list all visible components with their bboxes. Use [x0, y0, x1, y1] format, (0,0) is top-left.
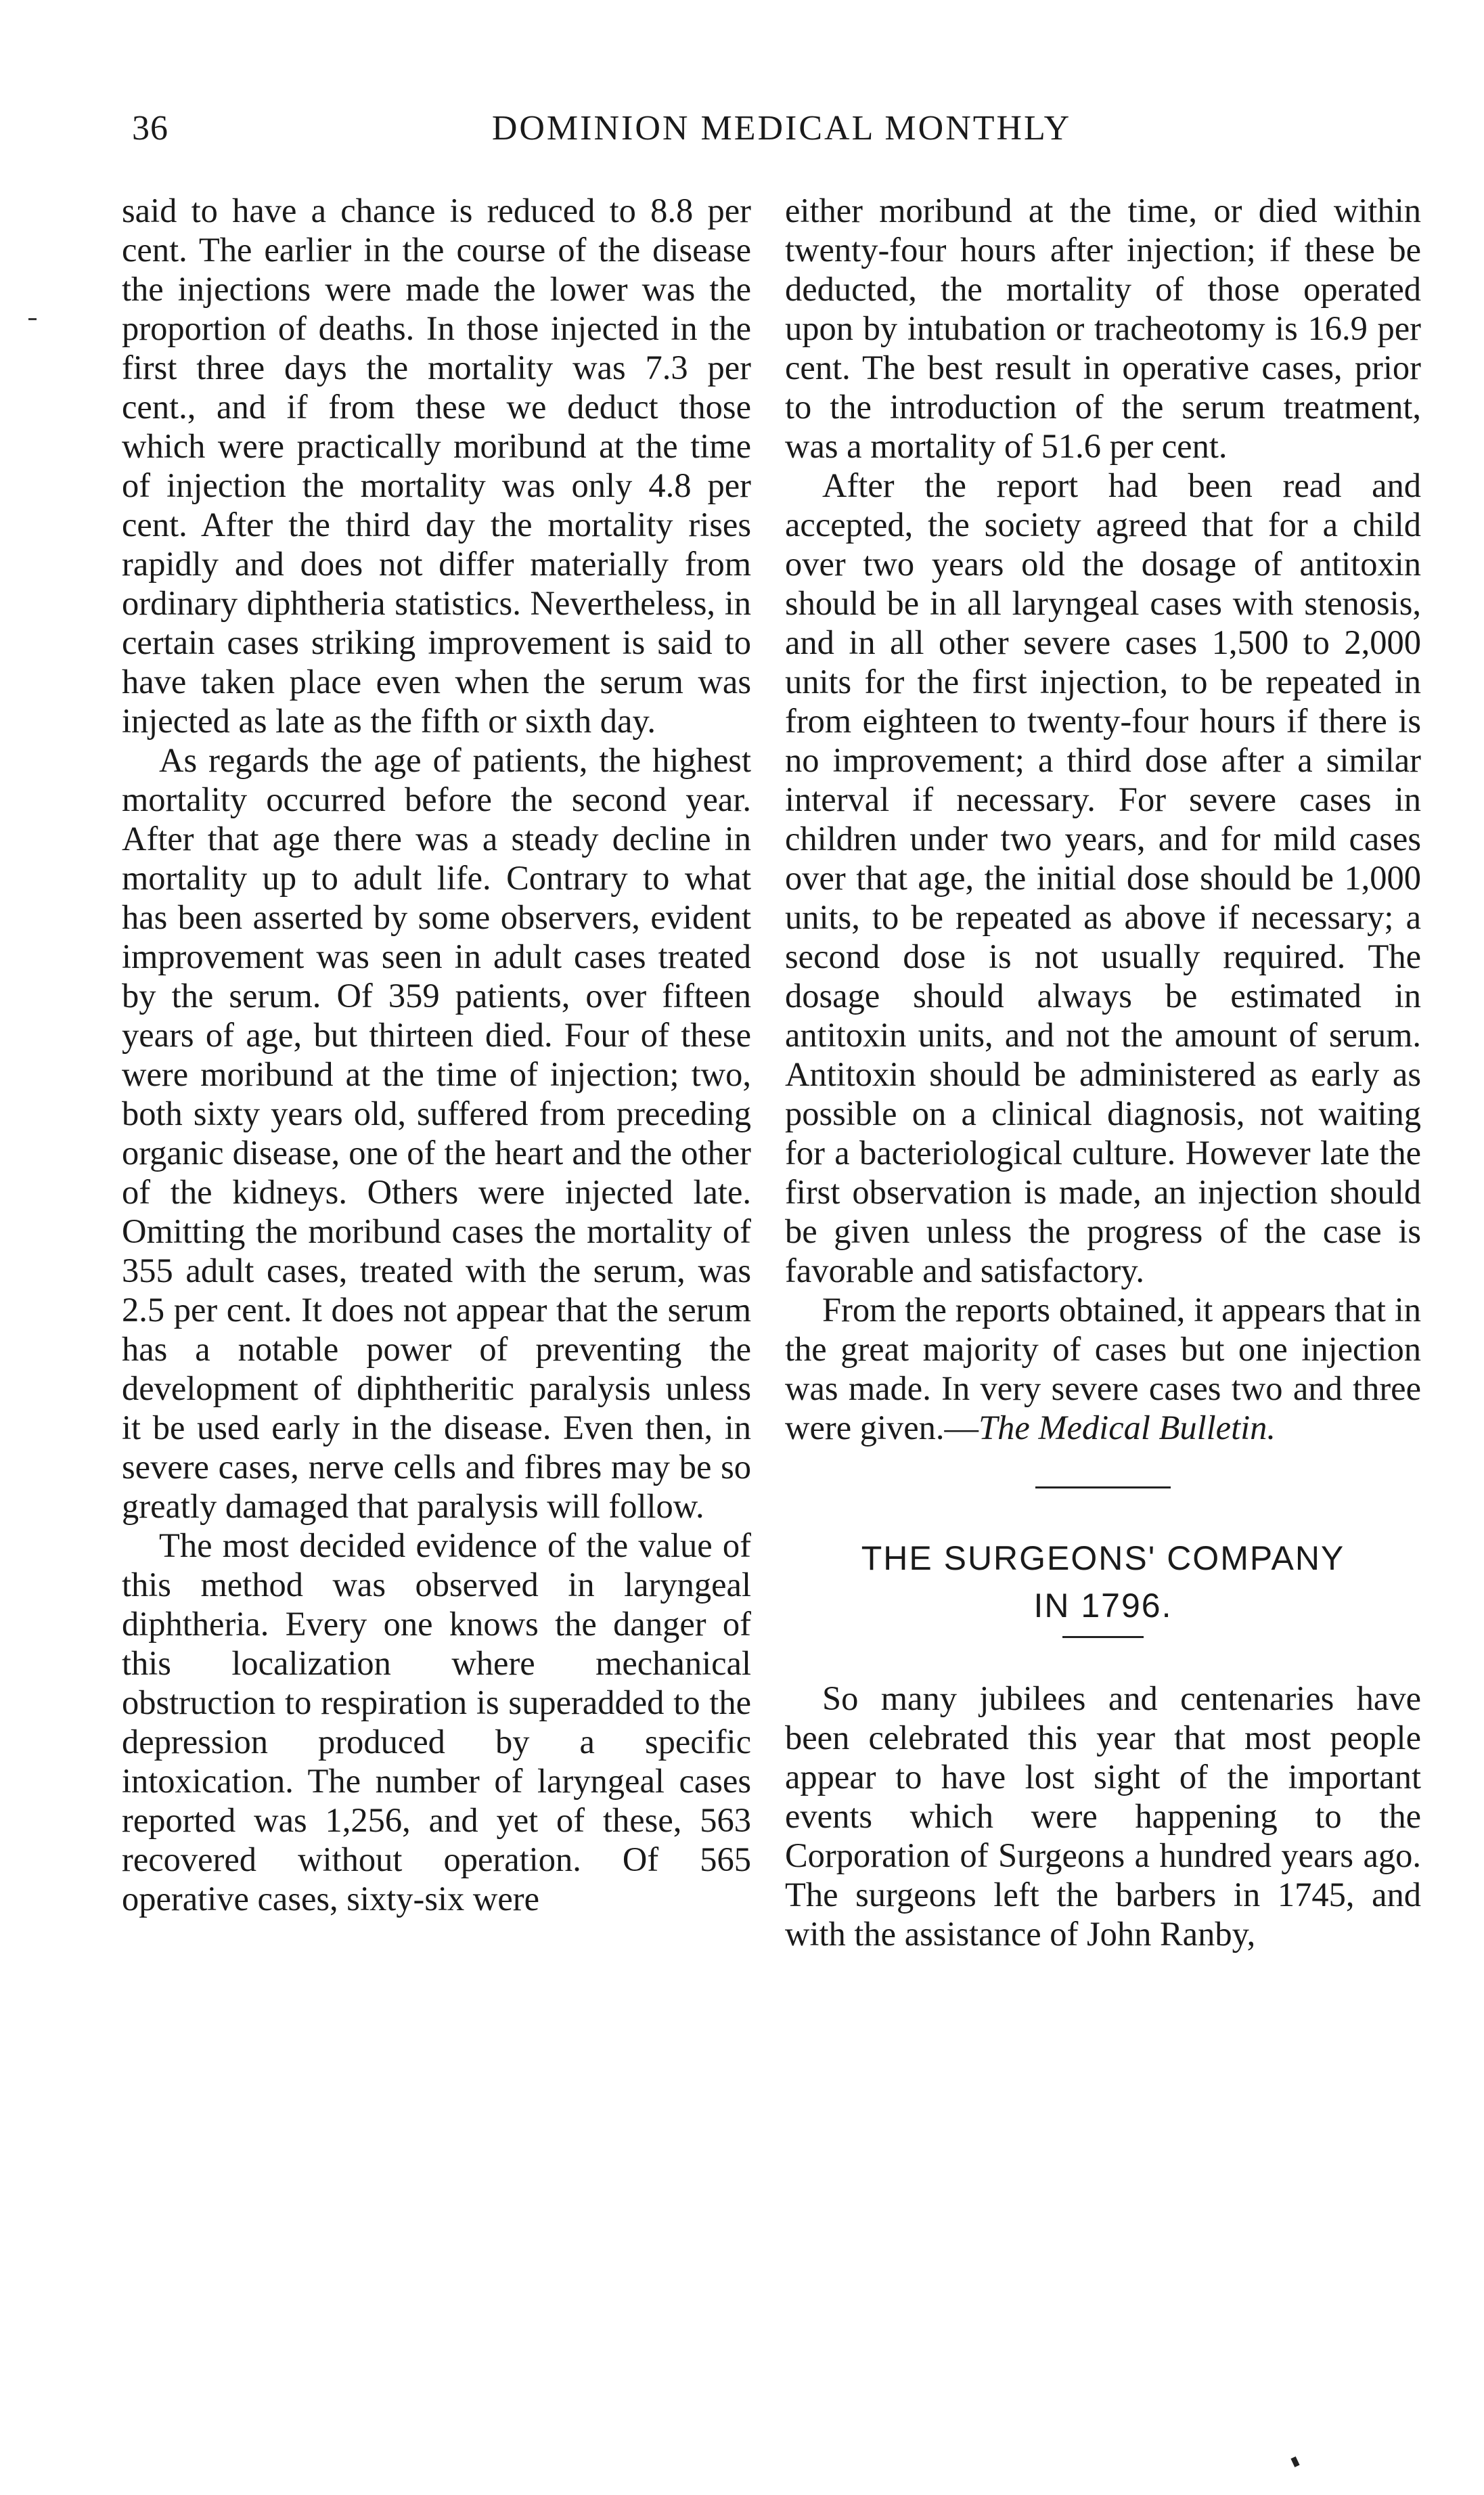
margin-mark [28, 318, 37, 320]
journal-title: DOMINION MEDICAL MONTHLY [491, 109, 1072, 148]
source-citation: The Medical Bulletin. [979, 1409, 1276, 1447]
heading-underline [1062, 1636, 1144, 1638]
paragraph-text: From the reports obtained, it appears that in the great majority of cases but one injection was made. In very severe cases two and three were given.— [785, 1291, 1421, 1447]
section-heading [785, 1534, 1421, 1629]
paragraph: said to have a chance is reduced to 8.8 per cent. The earlier in the course of the disease the injections were made the lower was the proportion of deaths. In those injected in the first three days the mortality was 7.3 per cent., and if from these we deduct those which were practically moribund at the time of injection the mortality was only 4.8 per cent. After the third day the mortality rises rapidly and does not differ materially from ordinary diphtheria statistics. Nevertheless, in certain cases striking improvement is said to have taken place even when the serum was injected as late as the fifth or sixth day. [122, 192, 751, 740]
print-mark [1290, 2456, 1299, 2467]
heading-line: IN 1796. [1033, 1587, 1173, 1625]
paragraph: As regards the age of patients, the highest mortality occurred before the second year. After that age there was a steady decline in mortality up to adult life. Contrary to what has been asserted by some observers, evident improvement was seen in adult cases treated by the serum. Of 359 patients, over fifteen years of age, but thirteen died. Four of these were moribund at the time of injection; two, both sixty years old, suffered from preceding organic disease, one of the heart and the other of the kidneys. Others were injected late. Omitting the moribund cases the mortality of 355 adult cases, treated with the serum, was 2.5 per cent. It does not appear that the serum has a notable power of preventing the development of diphtheritic paralysis unless it be used early in the disease. Even then, in severe cases, nerve cells and fibres may be so greatly damaged that paralysis will follow. [122, 741, 751, 1525]
running-head [132, 108, 1431, 149]
section-divider [1035, 1486, 1171, 1488]
right-column [785, 191, 1421, 1953]
paragraph: either moribund at the time, or died within twenty-four hours after injection; if these be deducted, the mortality of those operated upon by intubation or tracheotomy is 16.9 per cent. The best result in operative cases, prior to the introduction of the serum treatment, was a mortality of 51.6 per cent. [785, 192, 1421, 465]
page-number: 36 [132, 109, 168, 148]
left-column [122, 191, 751, 1918]
paragraph: After the report had been read and accepted, the society agreed that for a child over two years old the dosage of antitoxin should be in all laryngeal cases with stenosis, and in all other severe cases 1,500 to 2,000 units for the first injection, to be repeated in from eighteen to twenty-four hours if there is no improvement; a third dose after a similar interval if necessary. For severe cases in children under two years, and for mild cases over that age, the initial dose should be 1,000 units, to be repeated as above if necessary; a second dose is not usually required. The dosage should always be estimated in antitoxin units, and not the amount of serum. Antitoxin should be administered as early as possible on a clinical diagnosis, not waiting for a bacteriological culture. However late the first observation is made, an injection should be given unless the progress of the case is favorable and satisfactory. [785, 466, 1421, 1289]
paragraph: So many jubilees and centenaries have been celebrated this year that most people appear to have lost sight of the important events which were happening to the Corporation of Surgeons a hundred years ago. The surgeons left the barbers in 1745, and with the assistance of John Ranby, [785, 1679, 1421, 1953]
paragraph [785, 1290, 1421, 1447]
heading-line: THE SURGEONS' COMPANY [861, 1539, 1345, 1577]
paragraph: The most decided evidence of the value of this method was observed in laryngeal diphtheria. Every one knows the danger of this localization where mechanical obstruction to respiration is superadded to the depression produced by a specific intoxication. The number of laryngeal cases reported was 1,256, and yet of these, 563 recovered without operation. Of 565 operative cases, sixty-six were [122, 1526, 751, 1918]
